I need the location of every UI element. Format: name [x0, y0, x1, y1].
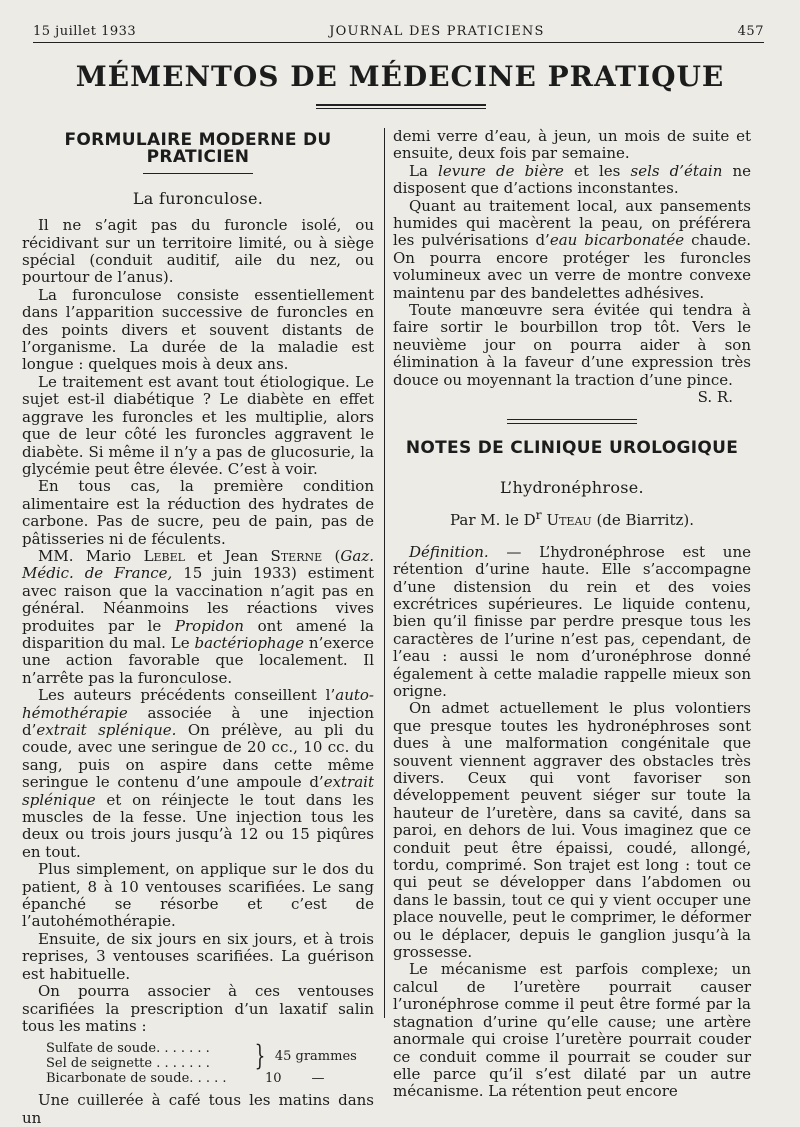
double-rule — [507, 419, 637, 424]
article-subtitle-furonculose: La furonculose. — [132, 188, 264, 208]
author-name: Lebel — [143, 546, 185, 565]
paragraph: Les auteurs précédents conseillent l’auto-hémothérapie associée à une injection d’extrait splénique. On prélève, au pli du coude, avec une seringue de 20 cc., 10 cc. du sang, puis on aspire dans cette même seringue le contenu d’une ampoule d’extrait splénique et on réinjecte le tout dans les muscles de la fesse. Une injection tous les deux ou trois jours jusqu’à 12 ou 15 piqûres en tout. — [22, 686, 374, 861]
paragraph: On admet actuellement le plus volontiers que presque toutes les hydronéphroses sont dues à une malformation congénitale que souvent viennent aggraver des obstacles très divers. Ceux qui vont favoriser son développement peuvent siéger sur toute la hauteur de l’uretère, dans sa cavité, dans sa paroi, en dehors de lui. Vous imaginez que ce conduit peut être épaissi, coudé, allongé, tordu, comprimé. Son trajet est long : tout ce qui peut se développer dans l’abdomen ou dans le bassin, tout ce qui y vient occuper une place nouvelle, peut le comprimer, le déformer ou le déplacer, depuis le ganglion jusqu’à la grossesse. — [393, 699, 751, 962]
left-column — [22, 128, 374, 1127]
paragraph: Il ne s’agit pas du furoncle isolé, ou récidivant sur un territoire limité, ou à siège spécial (conduit auditif, aile du nez, ou pourtour de l’anus). — [22, 216, 374, 287]
paragraph: Une cuillerée à café tous les matins dans un — [22, 1091, 374, 1127]
paragraph: En tous cas, la première condition alimentaire est la réduction des hydrates de carbone. Pas de sucre, peu de pain, pas de pâtisseries ni de féculents. — [22, 477, 374, 548]
paragraph: Ensuite, de six jours en six jours, et à trois reprises, 3 ventouses scarifiées. La guérison est habituelle. — [22, 929, 374, 983]
formula-group — [46, 1041, 374, 1071]
signature: S. R. — [697, 388, 733, 407]
paragraph: MM. Mario Lebel et Jean Sterne (Gaz. Médic. de France, 15 juin 1933) estiment avec raison que la vaccination n’agit pas en général. Néanmoins les réactions vives produites par le Propidon ont amené la disparition du mal. Le bactériophage n’exerce une action favorable que localement. Il n’arrête pas la furonculose. — [22, 546, 375, 687]
formula-ingredient: Sulfate de soude. . . . . . . — [46, 1041, 210, 1057]
paragraph: On pourra associer à ces ventouses scarifiées la prescription d’un laxatif salin tous les matins : — [22, 982, 374, 1035]
header-date: 15 juillet 1933 — [33, 23, 137, 39]
paragraph: Le traitement est avant tout étiologique. Le sujet est-il diabétique ? Le diabète en effet aggrave les furoncles et les multiplie, alors que de leur côté les furoncles aggravent le diabète. Si même il n’y a pas de glucosurie, la glycémie peut être élevée. C’est à voir. — [22, 372, 374, 478]
paragraph: La furonculose consiste essentiellement dans l’apparition successive de furoncles en des points divers et souvent distants de l’organisme. La durée de la maladie est longue : quelques mois à deux ans. — [22, 285, 374, 374]
signature-line — [393, 389, 751, 406]
formula-unit: — — [311, 1071, 325, 1087]
author-name: Sterne — [270, 546, 323, 565]
formula-ingredient: Sel de seignette . . . . . . . — [46, 1056, 210, 1072]
section-rule — [143, 173, 253, 174]
formula-row — [46, 1071, 374, 1086]
section-title-urologie: NOTES DE CLINIQUE UROLOGIQUE — [405, 437, 739, 458]
header-journal-title: JOURNAL DES PRATICIENS — [329, 23, 545, 39]
article-subtitle-hydronephrose: L’hydronéphrose. — [500, 477, 644, 497]
paragraph: Quant au traitement local, aux pansements humides qui macèrent la peau, on préférera les pulvérisations d’eau bicarbonatée chaude. On pourra encore protéger les furoncles volumineux avec un verre de montre convexe maintenu par des bandelettes adhésives. — [393, 196, 752, 302]
prescription-formula — [46, 1041, 374, 1086]
header-page-number: 457 — [737, 23, 764, 39]
definition-label: Définition. — [409, 542, 489, 561]
paragraph: La levure de bière et les sels d’étain ne disposent que d’actions inconstantes. — [393, 161, 752, 198]
formula-quantity: 10 — [265, 1071, 282, 1087]
column-divider — [384, 128, 385, 1018]
formula-quantity: 45 grammes — [274, 1048, 357, 1064]
citation: Gaz. Médic. de France, — [22, 546, 374, 583]
paragraph: Plus simplement, on applique sur le dos du patient, 8 à 10 ventouses scarifiées. Le sang épanché se résorbe et c’est de l’autohémothérapie. — [22, 860, 374, 931]
right-column — [393, 128, 751, 1101]
title-rule — [316, 104, 486, 109]
section-title-formulaire: FORMULAIRE MODERNE DU PRATICIEN — [64, 130, 332, 168]
running-header — [33, 20, 764, 43]
paragraph: Définition. — L’hydronéphrose est une rétention d’urine haute. Elle s’accompagne d’une distension du rein et des voies excrétrices supérieures. Le liquide contenu, bien qu’il finisse par perdre presque tous les caractères de l’urine n’est pas, cependant, de l’eau : aussi le nom d’uronéphrose donné également à cette maladie rappelle mieux son origne. — [393, 542, 751, 700]
byline: Par M. le $D^r$ Uteau (de Biarritz). — [450, 507, 694, 530]
page-title: MÉMENTOS DE MÉDECINE PRATIQUE — [75, 60, 725, 93]
author-name: Uteau — [546, 511, 592, 530]
paragraph: Le mécanisme est parfois complexe; un calcul de l’uretère pourrait causer l’uronéphrose comme il peut être formé par la stagnation d’urine qu’elle cause; une artère anormale qui croise l’uretère pourrait couder ce conduit comme il pourrait se couder sur elle parce qu’il s’est dilaté par un autre mécanisme. La rétention peut encore — [393, 960, 751, 1101]
brace-symbol: } — [254, 1039, 266, 1073]
paragraph: demi verre d’eau, à jeun, un mois de suite et ensuite, deux fois par semaine. — [393, 127, 751, 163]
paragraph: Toute manœuvre sera évitée qui tendra à faire sortir le bourbillon trop tôt. Vers le neuvième jour on pourra aider à son élimination à la faveur d’une expression très douce ou moyennant la traction d’une pince. — [393, 301, 751, 389]
formula-ingredient: Bicarbonate de soude. . . . . — [46, 1071, 227, 1087]
